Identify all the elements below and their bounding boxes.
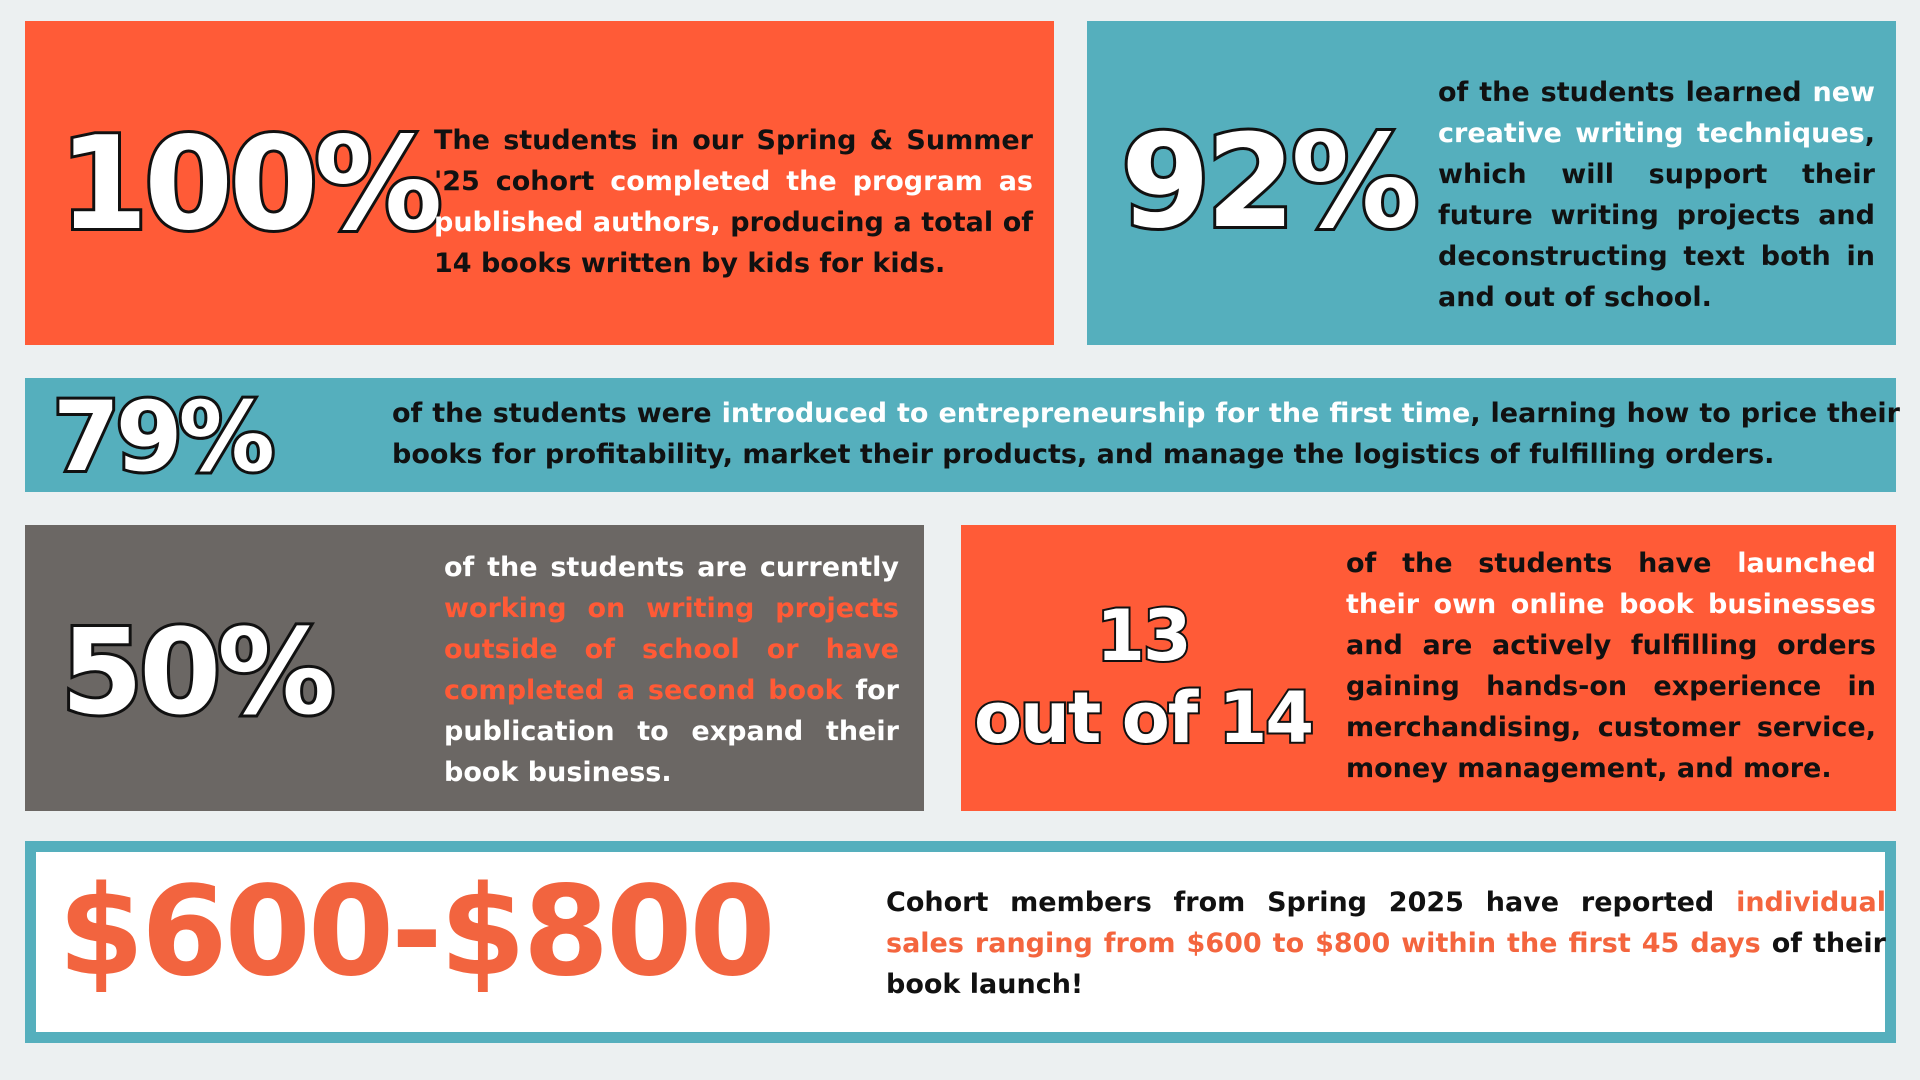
description-highlight: new creative writing techniques bbox=[1438, 77, 1875, 149]
description-text: producing a total of 14 books written by kids for kids. bbox=[434, 207, 1033, 279]
stat-card-online-businesses bbox=[961, 525, 1896, 811]
description-highlight: working on writing projects outside of school or have completed a second book bbox=[444, 593, 899, 706]
stat-description bbox=[1438, 72, 1875, 318]
stat-card-completion bbox=[25, 21, 1054, 345]
description-text: of the students are currently bbox=[444, 552, 899, 583]
description-text: The students in our Spring & Summer '25 cohort bbox=[434, 125, 1033, 197]
description-highlight: completed the program as published authors, bbox=[434, 166, 1034, 238]
description-text: Cohort members from Spring 2025 have reported bbox=[886, 887, 1737, 918]
description-text: and are actively fulfilling orders gaining hands-on experience in merchandising, customer service, money management, and more. bbox=[1346, 630, 1876, 784]
stat-description bbox=[1346, 543, 1876, 789]
stat-number: 79% bbox=[53, 381, 271, 493]
description-text: , learning how to price their books for profitability, market their products, and manage the logistics of fulfilling orders. bbox=[392, 398, 1900, 470]
stat-description bbox=[886, 882, 1886, 1005]
stat-number: 100% bbox=[59, 110, 439, 259]
description-text: for publication to expand their book business. bbox=[444, 675, 899, 788]
stat-number bbox=[973, 595, 1313, 759]
description-text: of the students were bbox=[392, 398, 722, 429]
stat-description bbox=[434, 120, 1033, 284]
stat-number: $600-$800 bbox=[58, 860, 773, 1004]
stat-description bbox=[444, 547, 899, 793]
stat-card-sales bbox=[25, 841, 1896, 1043]
description-text: , which will support their future writing projects and deconstructing text both in and out of school. bbox=[1438, 118, 1875, 313]
description-highlight: launched their own online book businesses bbox=[1346, 548, 1876, 620]
stat-number: 50% bbox=[61, 603, 332, 741]
description-text: of the students have bbox=[1346, 548, 1738, 579]
stat-card-entrepreneurship bbox=[25, 378, 1900, 493]
description-highlight: introduced to entrepreneurship for the first time bbox=[721, 398, 1471, 429]
stat-card-writing-projects bbox=[25, 525, 924, 811]
description-text: of their book launch! bbox=[886, 928, 1887, 1000]
stat-description bbox=[392, 393, 1900, 475]
description-highlight: individual sales ranging from $600 to $800 within the first 45 days bbox=[886, 887, 1886, 959]
description-text: of the students learned bbox=[1438, 77, 1813, 108]
stat-number-line: 13 bbox=[1096, 595, 1190, 677]
stat-number: 92% bbox=[1121, 108, 1416, 257]
stat-card-writing-techniques bbox=[1087, 21, 1896, 345]
stat-number-line: out of 14 bbox=[973, 677, 1313, 759]
